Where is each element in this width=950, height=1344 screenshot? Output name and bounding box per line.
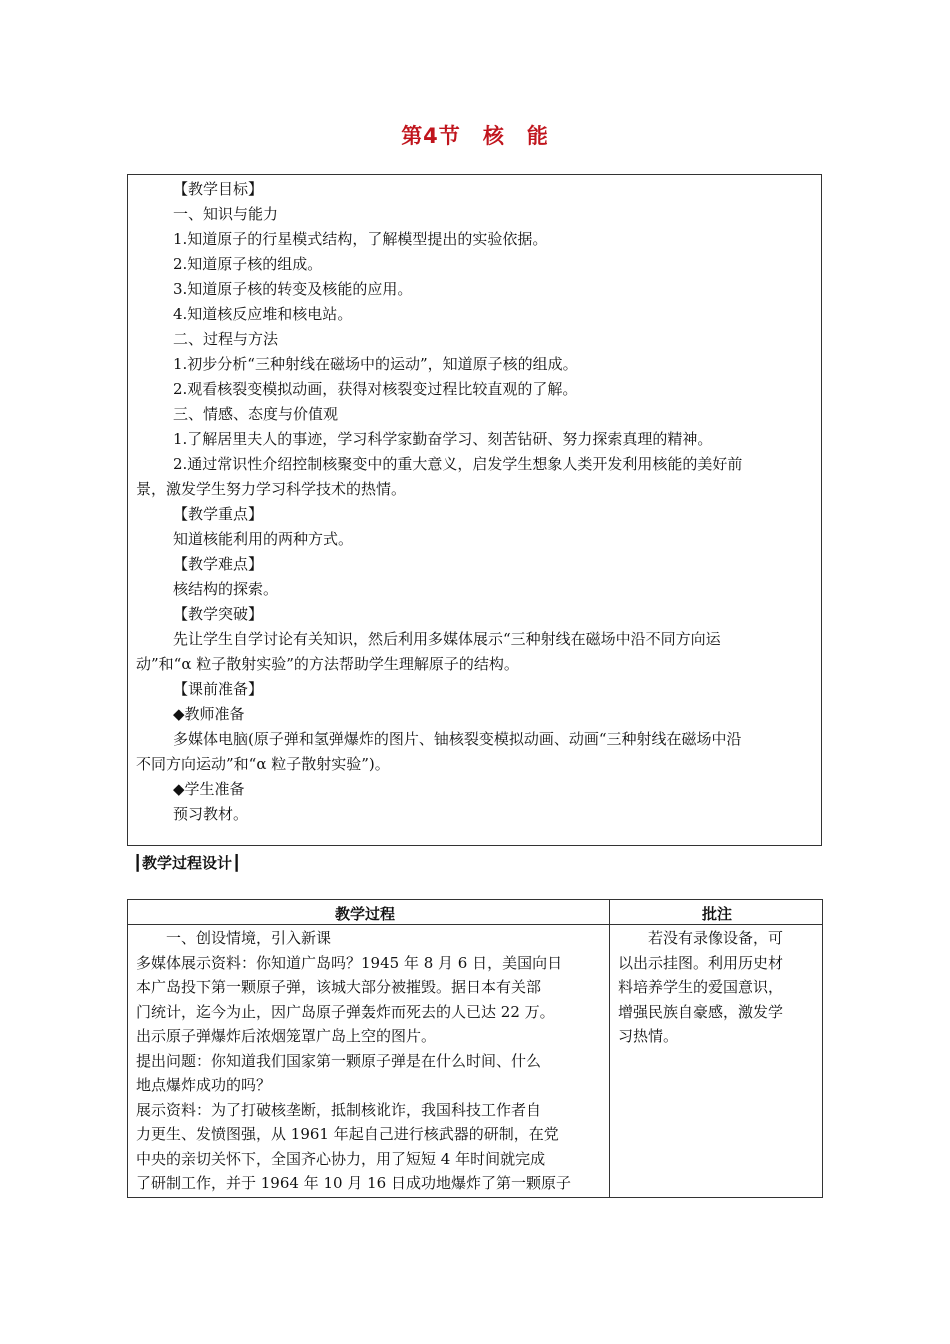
preparation-heading: 【课前准备】 <box>173 680 264 698</box>
section-header: ┃教学过程设计┃ <box>133 854 242 872</box>
goals-line: 2.知道原子核的组成。 <box>173 255 323 273</box>
goals-line: 知道核能利用的两种方式。 <box>173 530 354 548</box>
goals-heading: 【教学目标】 <box>173 180 264 198</box>
note-cell <box>618 926 783 1049</box>
goals-line: 2.观看核裂变模拟动画，获得对核裂变过程比较直观的了解。 <box>173 380 578 398</box>
process-line: 多媒体展示资料：你知道广岛吗？1945 年 8 月 6 日，美国向日 <box>136 953 563 972</box>
process-line: 力更生、发愤图强，从 1961 年起自己进行核武器的研制，在党 <box>136 1125 559 1143</box>
process-line: 提出问题：你知道我们国家第一颗原子弹是在什么时间、什么 <box>136 1051 542 1070</box>
process-line: 展示资料：为了打破核垄断，抵制核讹诈，我国科技工作者自 <box>136 1100 542 1119</box>
process-cell <box>136 926 571 1196</box>
goals-line: 预习教材。 <box>173 805 249 823</box>
goals-line: 景，激发学生努力学习科学技术的热情。 <box>136 480 407 498</box>
goals-line: 1.了解居里夫人的事迹，学习科学家勤奋学习、刻苦钻研、努力探索真理的精神。 <box>173 430 713 448</box>
goals-line: 核结构的探索。 <box>173 580 279 598</box>
process-line: 中央的亲切关怀下，全国齐心协力，用了短短 4 年时间就完成 <box>136 1149 546 1168</box>
process-table <box>127 899 823 1198</box>
student-prep-heading: ◆学生准备 <box>173 780 245 798</box>
note-line: 以出示挂图。利用历史材 <box>618 953 784 972</box>
process-line: 出示原子弹爆炸后浓烟笼罩广岛上空的图片。 <box>136 1027 437 1045</box>
note-line: 若没有录像设备，可 <box>648 929 784 947</box>
note-line: 料培养学生的爱国意识， <box>618 978 784 996</box>
title-section-number: 第4节 <box>401 124 461 148</box>
goals-line: 动”和“α 粒子散射实验”的方法帮助学生理解原子的结构。 <box>136 655 519 673</box>
note-line: 习热情。 <box>618 1027 679 1045</box>
process-line: 一、创设情境，引入新课 <box>166 929 332 947</box>
goals-line: 1.知道原子的行星模式结构，了解模型提出的实验依据。 <box>173 230 548 248</box>
key-point-heading: 【教学重点】 <box>173 505 264 523</box>
title-char-1: 核 <box>482 124 505 148</box>
process-line: 门统计，迄今为止，因广岛原子弹轰炸而死去的人已达 22 万。 <box>136 1002 555 1021</box>
note-line: 增强民族自豪感，激发学 <box>618 1002 784 1021</box>
process-line: 本广岛投下第一颗原子弹，该城大部分被摧毁。据日本有关部 <box>136 978 542 996</box>
teaching-goals-box <box>127 174 822 846</box>
goals-line: 二、过程与方法 <box>173 330 279 348</box>
title-char-2: 能 <box>526 124 549 148</box>
goals-line: 先让学生自学讨论有关知识，然后利用多媒体展示“三种射线在磁场中沿不同方向运 <box>173 630 721 648</box>
goals-line: 多媒体电脑(原子弹和氢弹爆炸的图片、铀核裂变模拟动画、动画“三种射线在磁场中沿 <box>173 730 742 748</box>
goals-line: 1.初步分析“三种射线在磁场中的运动”，知道原子核的组成。 <box>173 355 578 373</box>
process-column-header: 教学过程 <box>335 905 396 923</box>
process-line: 地点爆炸成功的吗？ <box>136 1076 272 1094</box>
teacher-prep-heading: ◆教师准备 <box>173 705 245 723</box>
goals-line: 3.知道原子核的转变及核能的应用。 <box>173 280 413 298</box>
goals-line: 三、情感、态度与价值观 <box>173 405 339 423</box>
note-column-header: 批注 <box>702 905 733 923</box>
goals-line: 2.通过常识性介绍控制核聚变中的重大意义，启发学生想象人类开发利用核能的美好前 <box>173 455 743 473</box>
page-title <box>0 120 950 150</box>
breakthrough-heading: 【教学突破】 <box>173 605 264 623</box>
goals-line: 一、知识与能力 <box>173 205 279 223</box>
goals-line: 4.知道核反应堆和核电站。 <box>173 305 353 323</box>
goals-line: 不同方向运动”和“α 粒子散射实验”)。 <box>136 755 390 773</box>
difficulty-heading: 【教学难点】 <box>173 555 264 573</box>
header-divider <box>128 924 822 925</box>
column-divider <box>609 900 610 1197</box>
process-line: 了研制工作，并于 1964 年 10 月 16 日成功地爆炸了第一颗原子 <box>136 1174 571 1192</box>
